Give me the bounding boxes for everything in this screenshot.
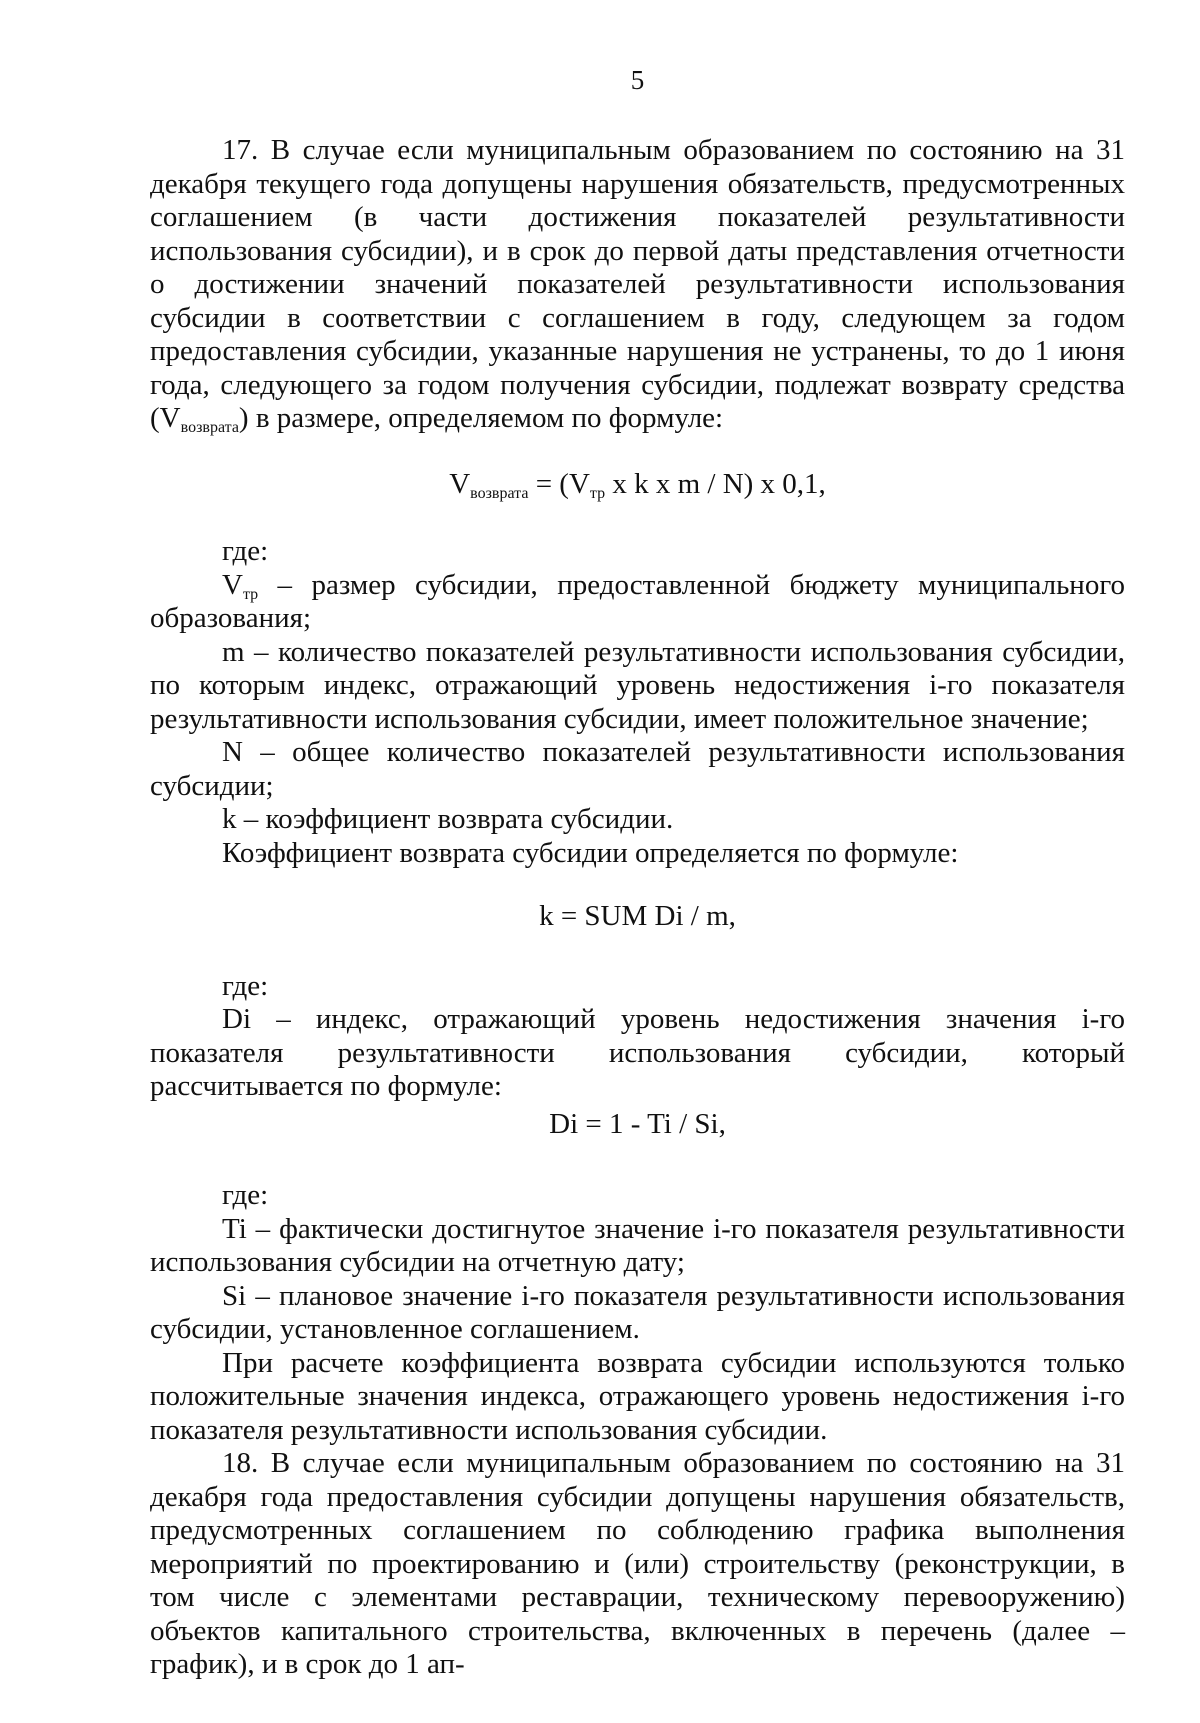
where-label-2: где: — [222, 969, 269, 1002]
definition-vtr — [150, 569, 1125, 636]
definition-Di: Di – индекс, отражающий уровень недостижения значения i-го показателя результативности использования субсидии, который рассчитывается по формуле: — [150, 1003, 1125, 1102]
formula-lhs-subscript: возврата — [470, 484, 529, 502]
where-label-3: где: — [222, 1179, 269, 1211]
vtr-symbol: V — [222, 568, 243, 601]
formula-Di: Di = 1 - Ti / Si, — [549, 1107, 726, 1140]
vtr-subscript: тр — [242, 585, 259, 603]
where-label-1: где: — [222, 535, 269, 567]
definition-Ti: Ti – фактически достигнутое значение i-го показателя результативности использования субсидии на отчетную дату; — [150, 1212, 1125, 1278]
formula-v-return — [150, 468, 1125, 502]
paragraph-18: 18. В случае если муниципальным образованием по состоянию на 31 декабря года предоставления субсидии допущены нарушения обязательств, предусмотренных соглашением по соблюдению графика выполнения мероприятий по проектированию и (или) строительству (реконструкции, в том числе с элементами реставрации, техническому перевооружению) объектов капитального строительства, включенных в перечень (далее – график), и в срок до 1 ап- — [150, 1447, 1125, 1680]
definition-k: k – коэффициент возврата субсидии. — [222, 803, 674, 835]
v-symbol: V — [159, 402, 181, 434]
paragraph-17-end: ) в размере, определяемом по формуле: — [238, 402, 724, 434]
definition-m: m – количество показателей результативности использования субсидии, по которым индекс, отражающий уровень недостижения i-го показателя результативности использования субсидии, имеет положительное значение; — [150, 635, 1125, 735]
formula-tr-subscript: тр — [589, 484, 606, 502]
formula-lhs: V — [449, 467, 471, 500]
formula-rhs: x k x m / N) x 0,1, — [605, 467, 826, 500]
page-number: 5 — [630, 65, 645, 95]
definition-N: N – общее количество показателей результативности использования субсидии; — [150, 736, 1125, 802]
formula-k: k = SUM Di / m, — [539, 900, 736, 932]
coefficient-intro: Коэффициент возврата субсидии определяется по формуле: — [222, 836, 959, 869]
paragraph-17-text: 17. В случае если муниципальным образованием по состоянию на 31 декабря текущего года допущены нарушения обязательств, предусмотренных соглашением (в части достижения показателей результативности использования субсидии), и в срок до первой даты представления отчетности о достижении значений показателей результативности использования субсидии в соответствии с соглашением в году, следующем за годом предоставления субсидии, указанные нарушения не устранены, то до 1 июня года, следующего за годом получения субсидии, подлежат возврату средства ( — [150, 134, 1125, 434]
formula-mid: = (V — [528, 467, 590, 500]
vtr-text: – размер субсидии, предоставленной бюджету муниципального образования; — [150, 568, 1125, 634]
positive-values-note: При расчете коэффициента возврата субсидии используются только положительные значения индекса, отражающего уровень недостижения i-го показателя результативности использования субсидии. — [150, 1346, 1125, 1446]
paragraph-17 — [150, 134, 1125, 436]
v-subscript: возврата — [180, 419, 239, 436]
definition-Si: Si – плановое значение i-го показателя результативности использования субсидии, установленное соглашением. — [150, 1279, 1125, 1345]
